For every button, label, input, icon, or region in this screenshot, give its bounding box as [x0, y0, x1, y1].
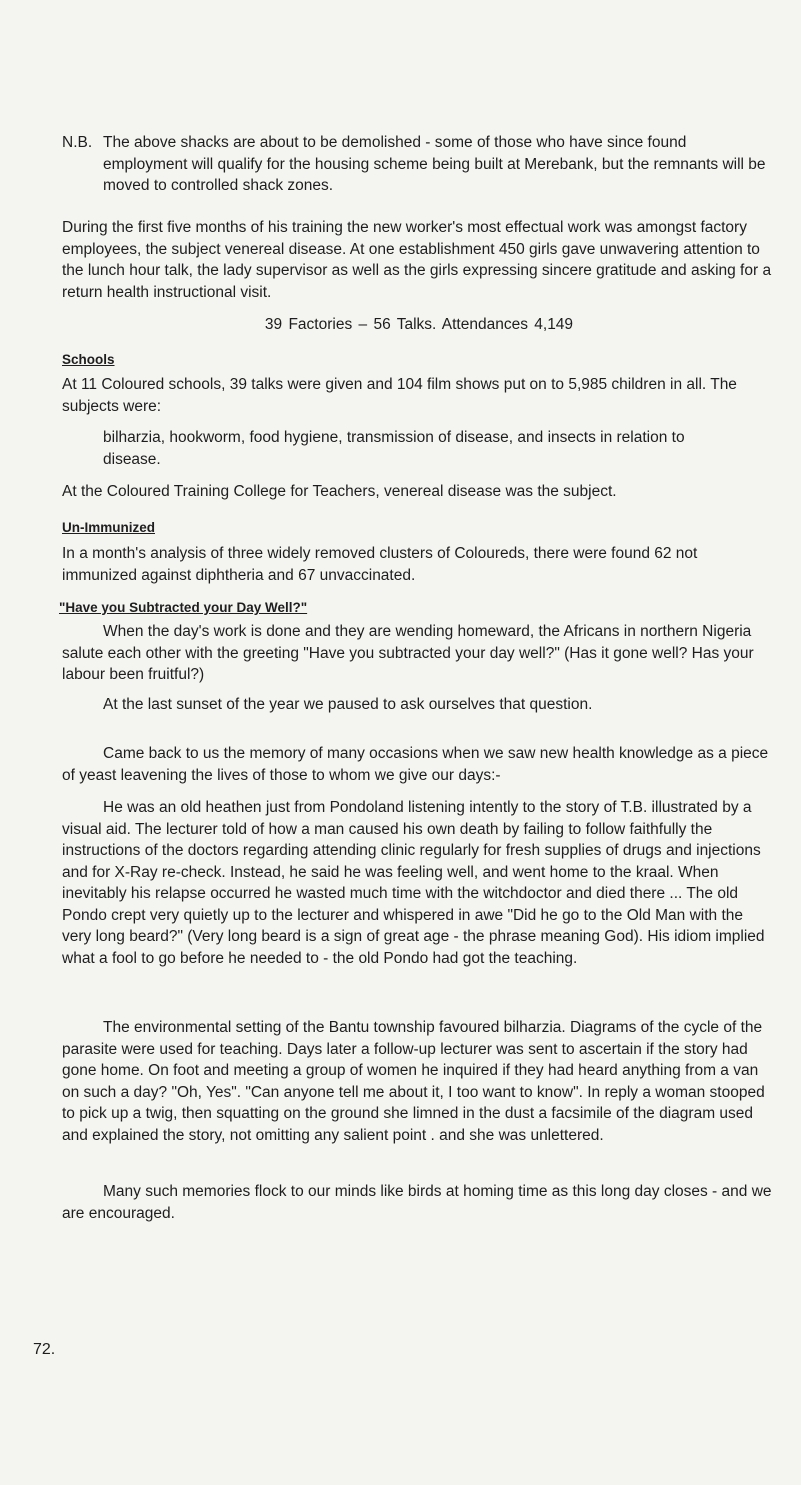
unimmunized-heading: Un-Immunized — [62, 520, 155, 535]
subtracted-paragraph-4: He was an old heathen just from Pondoland listening intently to the story of T.B. illustrated by a visual aid. The lecturer told of how a man caused his own death by failing to follow faithfully the instructions of the doctors regarding attending clinic regularly for fresh supplies of drugs and injections and for X-Ray re-check. Instead, he said he was feeling well, and went home to the kraal. When inevitably his relapse occurred he wasted much time with the witchdoctor and died there ... The old Pondo crept very quietly up to the lecturer and whispered in awe "Did he go to the Old Man with the very long beard?" (Very long beard is a sign of great age - the phrase meaning God). His idiom implied what a fool to go before he needed to - the old Pondo had got the teaching. — [62, 799, 765, 967]
subtracted-paragraph-1: When the day's work is done and they are wending homeward, the Africans in northern Nigeria salute each other with the greeting "Have you subtracted your day well?" (Has it gone well? Has your labour been fruitful?) — [62, 623, 754, 683]
factory-paragraph: During the first five months of his training the new worker's most effectual work was amongst factory employees, the subject venereal disease. At one establishment 450 girls gave unwavering attention to the lunch hour talk, the lady supervisor as well as the girls expressing sincere gratitude and asking for a return health instructional visit. — [62, 219, 772, 301]
subtracted-paragraph-5: The environmental setting of the Bantu township favoured bilharzia. Diagrams of the cycle of the parasite were used for teaching. Days later a follow-up lecturer was sent to ascertain if the story had gone home. On foot and meeting a group of women he inquired if they had heard anything from a van on such a day? "Oh, Yes". "Can anyone tell me about it, I too want to know". In reply a woman stooped to pick up a twig, then squatting on the ground she limned in the dust a facsimile of the diagram used and explained the story, not omitting any salient point . and she was unlettered. — [62, 1019, 765, 1144]
schools-paragraph: At 11 Coloured schools, 39 talks were given and 104 film shows put on to 5,985 children in all. The subjects were: — [62, 376, 737, 415]
factory-stats: 39 Factories – 56 Talks. Attendances 4,149 — [264, 316, 574, 333]
note-label: N.B. — [62, 134, 93, 151]
schools-heading: Schools — [62, 352, 115, 367]
note-text: The above shacks are about to be demolished - some of those who have since found employment will qualify for the housing scheme being built at Merebank, but the remnants will be moved to controlled shack zones. — [103, 134, 766, 194]
schools-subjects: bilharzia, hookworm, food hygiene, transmission of disease, and insects in relation to disease. — [103, 429, 685, 468]
subtracted-paragraph-6: Many such memories flock to our minds like birds at homing time as this long day closes - and we are encouraged. — [62, 1183, 772, 1222]
college-paragraph: At the Coloured Training College for Teachers, venereal disease was the subject. — [62, 483, 617, 500]
subtracted-paragraph-3: Came back to us the memory of many occasions when we saw new health knowledge as a piece of yeast leavening the lives of those to whom we give our days:- — [62, 745, 769, 784]
unimmunized-paragraph: In a month's analysis of three widely removed clusters of Coloureds, there were found 62 not immunized against diphtheria and 67 unvaccinated. — [62, 545, 698, 584]
page-number: 72. — [33, 1341, 56, 1358]
subtracted-heading: "Have you Subtracted your Day Well?" — [59, 600, 308, 615]
subtracted-paragraph-2: At the last sunset of the year we paused to ask ourselves that question. — [103, 696, 593, 713]
